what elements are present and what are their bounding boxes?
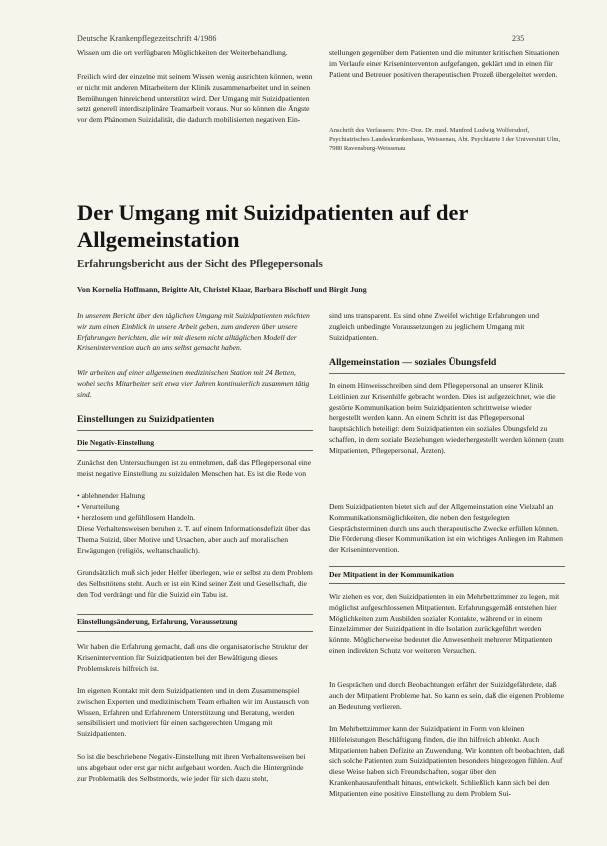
list-item: • Verurteilung [77,502,313,513]
abstract-paragraph-2: Wir arbeiten auf einer allgemeinen medizinischen Station mit 24 Betten, wobei sechs Mitarbeiter seit etwa vier Jahren kontinuierlich zusammen tätig sind. [77,368,310,399]
allgemein-paragraph-1: In einem Hinweisschreiben sind dem Pflegepersonal an unserer Klinik Leitlinien zur Krisenhilfe gebracht worden. Dies ist aufgezeichnet, wie die gestörte Kommunikation beim Suizidpatienten schrittweise wieder hergestellt werden kann. An einem Schritt ist das Pflegepersonal hauptsächlich beteiligt: dem Suizidpatienten ein soziales Übungsfeld zu schaffen, in dem soziale Beziehungen wiederhergestellt werden können (zum Mitpatienten, Pflegepersonal, Ärzten). [329,381,564,455]
heading-einstellungsaenderung: Einstellungsänderung, Erfahrung, Voraussetzung [77,617,238,626]
aenderung-paragraph-2: Im eigenen Kontakt mit dem Suizidpatienten und in dem Zusammenspiel zwischen Experten und medizinischem Team erhalten wir im Austausch von Wissen, Erfahren und Erfahrenem Unterstützung und Beratung, werden sensibilisiert und motiviert für einen sachgerechten Umgang mit Suizidpatienten. [77,686,309,739]
list-item: • herzlosem und gefühllosem Handeln. [77,513,313,524]
heading-negativ-einstellung: Die Negativ-Einstellung [77,438,154,447]
section-rule [77,430,313,431]
mitpatient-paragraph-3: Im Mehrbettzimmer kann der Suizidpatient in Form von kleinen Hilfeleistungen Beschäftigung finden, die ihn hilfreich ablenkt. Auch Mitpatienten haben Defizite an Zuwendung. Wir konnten oft beobachten, daß sich solche Patienten zum Suizidpatienten besonders hingezogen fühlen. Auf diese Weise haben sich Freundschaften, sogar über den Krankenhausaufenthalt hinaus, entwickelt. Schließlich kann sich bei den Mitpatienten eine positive Einstellung zu dem Problem Sui- [329,724,565,798]
aenderung-paragraph-1: Wir haben die Erfahrung gemacht, daß uns die organisatorische Struktur der Krisenintervention für Suizidpatienten bei der Bewältigung dieses Problemskreis hilfreich ist. [77,642,309,673]
mitpatient-paragraph-1: Wir ziehen es vor, den Suizidpatienten in ein Mehrbettzimmer zu legen, mit möglichst aufgeschlossenen Mitpatienten. Erfahrungsgemäß entstehen hier Möglichkeiten zum Ausbilden sozialer Kontakte, während er in einem Einzelzimmer der Suizidpatient in die Isolation zurückgeführt werden könnte. Möglicherweise bedeutet die Anwesenheit mehrerer Mitpatienten einen indirekten Schutz vor weiteren Versuchen. [329,592,560,655]
article-title: Der Umgang mit Suizidpatienten auf der Allgemeinstation [77,200,469,252]
heading-mitpatient: Der Mitpatient in der Kommunikation [329,570,455,579]
abstract-paragraph-1: In unserem Bericht über den täglichen Umgang mit Suizidpatienten möchten wir zum einen Einblick in unsere Arbeit geben, zum anderen über unsere Erfahrungen berichten, die wir mit diesem nicht alltäglichen Modell der Krisenintervention auch an uns selbst gemacht haben. [77,311,310,353]
mitpatient-paragraph-2: In Gesprächen und durch Beobachtungen erfährt der Suizidgefährdete, daß auch der Mitpatient Probleme hat. So kann es sein, daß die eigenen Probleme an Bedeutung verlieren. [329,680,564,711]
section-rule [77,631,313,632]
negativ-paragraph-1: Zunächst den Untersuchungen ist zu entnehmen, daß das Pflegepersonal eine meist negative Einstellung zu suizidalen Menschen hat. Es ist die Rede von [77,458,312,478]
right-top-paragraph: sind uns transparent. Es sind ohne Zweifel wichtige Erfahrungen und zugleich unbedingte Voraussetzungen zu jeglichem Umgang mit Suizidpatienten. [329,311,540,342]
allgemein-paragraph-2: Dem Suizidpatienten bietet sich auf der Allgemeinstation eine Vielzahl an Kommunikationsmöglichkeiten, die neben den festgelegten Gesprächsterminen durch uns auch therapeutische Zwecke erfüllen können. Die Förderung dieser Kommunikation ist ein wichtiges Anliegen im Rahmen der Krisenintervention. [329,502,563,555]
section-rule [77,614,313,615]
negativ-paragraph-3: Grundsätzlich muß sich jeder Helfer überlegen, wie er selbst zu dem Problem des Selbsttötens steht. Auch er ist ein Kind seiner Zeit und Gesellschaft, die den Tod verdrängt und für die Suizid ein Tabu ist. [77,568,313,599]
section-rule [77,450,313,451]
continued-paragraph-right: stellungen gegenüber dem Patienten und die mitunter kritischen Situationen im Verlaufe einer Kriseninterventon aufgefangen, geklärt und in einen für Patient und Betreuer positiven therapeutischen Prozeß übergeleitet werden. [329,48,560,79]
section-rule [329,566,565,567]
continued-paragraph-2: Freilich wird der einzelne mit seinem Wissen wenig ausrichten können, wenn er nicht mit anderen Mitarbeitern der Klinik zusammenarbeitet und in seinen Bemühungen hinreichend unterstützt wird. Der Umgang mit Suizidpatienten setzt generell interdisziplinäre Teamarbeit voraus. Nur so können die Ängste vor dem Phänomen Suizidalität, die dadurch mobilisierten negativen Ein- [77,72,313,125]
negativ-paragraph-2: Diese Verhaltensweisen beruhen z. T. auf einem Informationsdefizit über das Thema Suizid, über Motive und Ursachen, aber auch auf moralischen Erwägungen (religiös, weltanschaulich). [77,524,311,555]
section-rule [329,583,565,584]
article-subtitle: Erfahrungsbericht aus der Sicht des Pflegepersonals [77,258,323,270]
page-number: 235 [512,34,525,43]
aenderung-paragraph-3: So ist die beschriebene Negativ-Einstellung mit ihren Verhaltensweisen bei uns abgebaut oder erst gar nicht aufgebaut worden. Auch die Hintergründe zur Problematik des Selbstmords, wie jeder für sich dazu steht, [77,752,306,783]
heading-allgemeinstation: Allgemeinstation — soziales Übungsfeld [329,357,497,368]
list-item: • ablehnender Haltung [77,491,313,502]
section-rule [329,373,565,374]
article-authors: Von Kornelia Hoffmann, Brigitte Alt, Christel Klaar, Barbara Bischoff und Birgit Jung [77,285,367,294]
author-address-footnote: Anschrift des Verfassers: Priv.-Doz. Dr. med. Manfred Ludwig Wolfersdorf, Psychiatrisches Landeskrankenhaus, Weissenau, Abt. Psychiatrie I der Universität Ulm, 7980 Ravensburg-Weissenau [329,127,561,152]
running-head-journal: Deutsche Krankenpflegezeitschrift 4/1986 [77,34,217,43]
negativ-bullet-list [77,491,313,523]
continued-paragraph-1: Wissen um die ort verfügbaren Möglichkeiten der Weiterbehandlung. [77,48,288,57]
heading-einstellungen: Einstellungen zu Suizidpatienten [77,414,215,425]
